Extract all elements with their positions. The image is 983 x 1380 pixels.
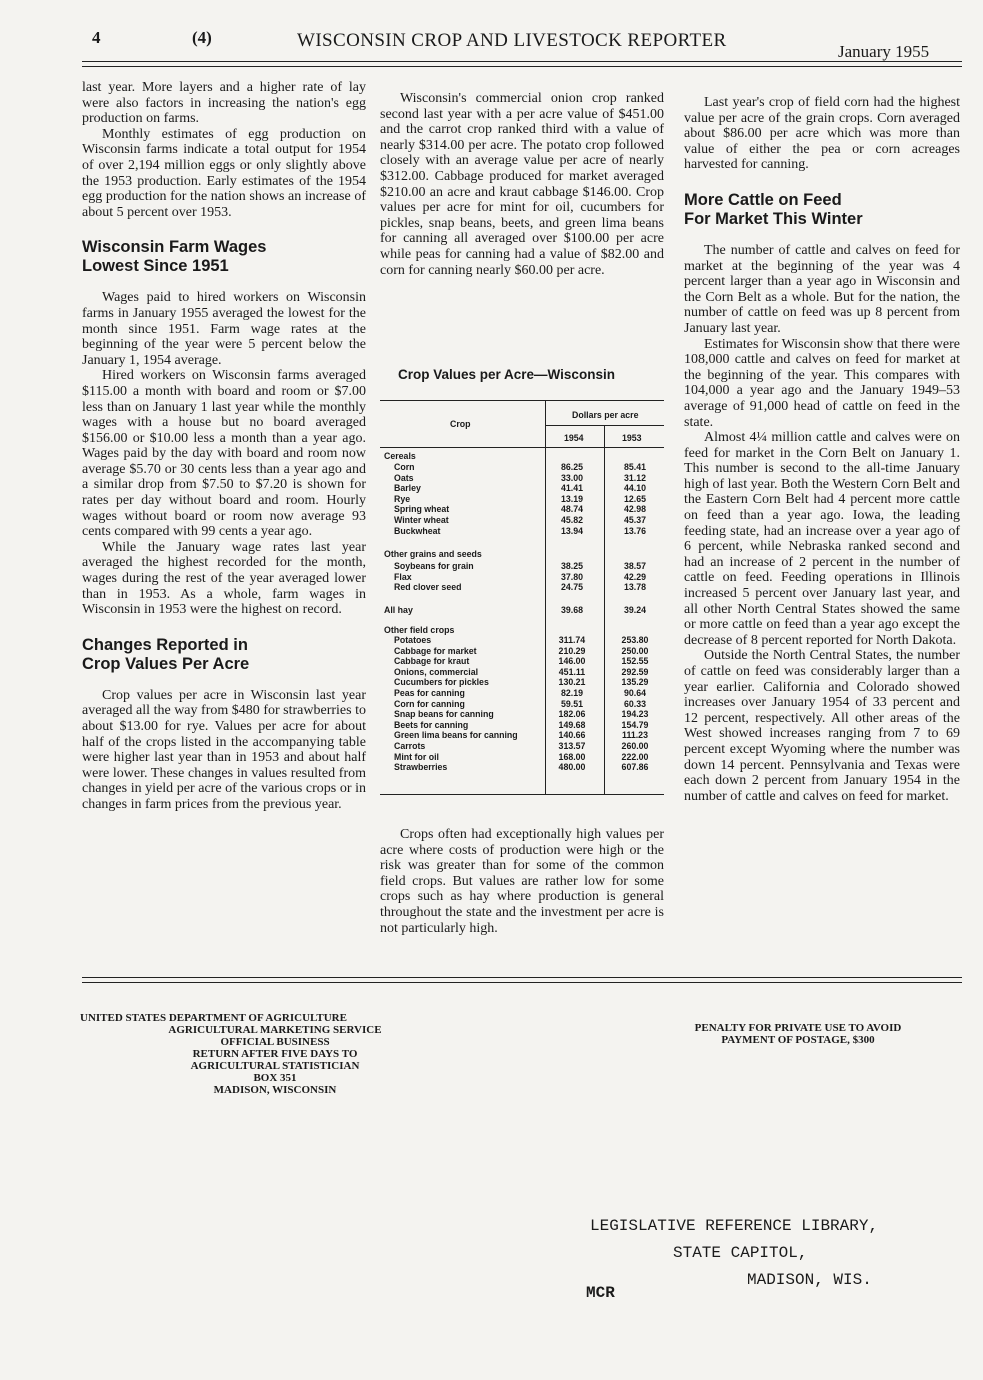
table-row [380,656,664,667]
value-1954: 13.94 [560,525,583,536]
return-address-line: OFFICIAL BUSINESS [220,1036,330,1048]
paragraph: Last year's crop of field corn had the highest value per acre of the grain crops. Corn averaged about $86.00 per acre which was more than value of either the pea or corn acreages harvested for canning. [684,95,960,173]
paragraph: Outside the North Central States, the number of cattle on feed was considerably larger than a year earlier. California and Colorado showed increases over January 1954 of 33 percent and 12 percent, respectively. All other areas of the West showed increases ranging from 7 to 69 percent except Wyoming where the number was down 14 percent. Pennsylvania and Texas were each down 2 percent from January 1954 in the number of cattle and calves on feed for market. [684,648,960,804]
paragraph: Crop values per acre in Wisconsin last year averaged all the way from $480 for strawberries to about $13.00 for rye. Values per acre for about half of the crops listed in the accompanying table were higher last year than in 1953 and about half were lower. These changes in values resulted from changes in yield per acre of the various crops or in changes in farm prices from the previous year. [82,687,366,812]
value-1954: 480.00 [558,762,586,773]
value-1954: 182.06 [558,709,586,720]
crop-name: Cabbage for market [394,645,477,656]
value-1953: 13.78 [623,582,646,593]
return-address-line: UNITED STATES DEPARTMENT OF AGRICULTURE [80,1012,347,1024]
column-header-crop: Crop [450,419,471,429]
table-row [380,667,664,678]
crop-name: Winter wheat [394,515,449,525]
value-1954: 13.19 [560,493,583,504]
value-1953: 13.76 [623,525,646,536]
table-row [380,561,664,572]
crop-name: Peas for canning [394,688,465,698]
crop-name: All hay [384,605,413,615]
value-1954: 38.25 [560,561,583,571]
table-divider [545,425,664,426]
heading-line: For Market This Winter [684,209,863,228]
value-1954: 39.68 [560,605,583,615]
value-1954: 48.74 [560,504,583,515]
address-line: STATE CAPITOL, [673,1244,808,1262]
page-number: 4 [92,28,101,47]
column-middle-top [380,91,664,278]
value-1954: 82.19 [560,688,583,698]
crop-name: Rye [394,493,411,504]
crop-name: Corn for canning [394,698,465,709]
value-1954: 168.00 [558,751,586,762]
value-1953: 135.29 [621,677,649,688]
value-1954: 210.29 [558,645,586,656]
return-address [80,1012,470,1096]
crop-name: Cucumbers for pickles [394,677,489,688]
paragraph: Monthly estimates of egg production on Wisconsin farms indicate a total output for 1954 of over 2,194 million eggs or only slightly above the 1953 production. Early estimates of the 1954 egg production for the nation shows an increase of about 5 percent over 1953. [82,126,366,220]
crop-name: Onions, commercial [394,666,479,677]
column-header-dollars: Dollars per acre [572,410,639,420]
column-header-1954: 1954 [564,433,584,443]
paragraph: Estimates for Wisconsin show that there were 108,000 cattle and calves on feed for market at the beginning of the year. This compares with 104,000 a year ago and the January 1949–53 average of 91,000 head of cattle on feed in the state. [684,336,960,430]
value-1954: 140.66 [558,730,586,741]
value-1954: 37.80 [560,571,583,582]
crop-name: Strawberries [394,762,448,773]
value-1954: 59.51 [560,698,583,709]
value-1953: 85.41 [623,462,646,472]
page-header [0,28,983,64]
column-left [82,80,366,813]
header-rule-bottom [82,66,962,67]
mailing-address [590,1213,930,1294]
postage-line: PAYMENT OF POSTAGE, $300 [721,1034,875,1046]
address-line: MADISON, WIS. [747,1271,872,1289]
paragraph: last year. More layers and a higher rate of lay were also factors in increasing the nation's egg production on farms. [82,80,366,127]
table-row [380,752,664,763]
crop-name: Beets for canning [394,719,469,730]
table-row [380,677,664,688]
column-right [684,95,960,804]
footer-rule-top [82,977,962,978]
footer-rule-bottom [82,982,962,983]
crop-name: Corn [394,462,415,472]
section-heading-crop-values [82,636,366,674]
value-1953: 111.23 [622,730,648,741]
table-row [380,494,664,505]
section-heading-wages [82,238,366,276]
paragraph: The number of cattle and calves on feed for market at the beginning of the year was 4 percent larger than a year ago in Wisconsin and the Corn Belt as a whole. But for the nation, the number of cattle on feed was up 8 percent from January last year. [684,242,960,336]
table-row [380,646,664,657]
paragraph: Hired workers on Wisconsin farms averaged $115.00 a month with board and room or $7.00 less than on January 1 last year while the monthly wages with a house but no board averaged $156.00 or $10.00 less a month than a year ago. Wages paid by the day with board and room now average $5.70 or 30 cents less than a year ago and a similar drop from $7.50 to $7.20 is shown for rates per day without board and room. Hourly wages without board or room now average 93 cents compared with 99 cents a year ago. [82,368,366,540]
paragraph: Wisconsin's commercial onion crop ranked second last year with a per acre value of $451.00 and the carrot crop ranked third with a value of nearly $314.00 per acre. The potato crop followed closely with an average value per acre of nearly $312.00. Cabbage produced for market averaged $210.00 an acre and kraut cabbage $146.00. Crop values per acre for mint for oil, cucumbers for pickles, snap beans, beets, and green lima beans for canning all averaged over $100.00 per acre while peas for canning had a value of $82.00 and corn for canning nearly $60.00 per acre. [380,91,664,278]
table-row [380,635,664,646]
value-1954: 24.75 [560,582,583,593]
table-row [380,582,664,593]
table-row [380,473,664,484]
value-1954: 41.41 [560,483,583,494]
return-address-line: AGRICULTURAL MARKETING SERVICE [168,1024,382,1036]
table-row [380,605,664,616]
value-1953: 42.98 [623,504,646,515]
crop-name: Green lima beans for canning [394,730,518,741]
table-row [380,515,664,526]
table-row [380,699,664,710]
return-address-line: RETURN AFTER FIVE DAYS TO [192,1048,358,1060]
postage-notice [642,1022,954,1046]
value-1954: 313.57 [558,741,586,751]
crop-name: Snap beans for canning [394,709,494,720]
table-row [380,462,664,473]
section-heading-cattle [684,191,960,229]
value-1954: 130.21 [558,677,586,688]
table-row [380,504,664,515]
value-1953: 31.12 [623,472,646,483]
category-cereals: Cereals [384,451,416,461]
crop-name: Buckwheat [394,525,441,536]
crop-name: Oats [394,472,414,483]
mail-code: MCR [586,1284,615,1302]
crop-values-table [380,400,664,795]
value-1953: 38.57 [623,561,646,571]
value-1954: 149.68 [558,719,586,730]
address-line: LEGISLATIVE REFERENCE LIBRARY, [590,1217,879,1235]
value-1953: 90.64 [623,688,646,698]
value-1953: 250.00 [621,645,649,656]
crop-name: Barley [394,483,421,494]
value-1954: 86.25 [560,462,583,472]
crop-name: Carrots [394,741,426,751]
paragraph: Wages paid to hired workers on Wisconsin farms in January 1955 averaged the lowest for the month since 1951. Farm wage rates at the beginning of the year were 5 percent below the January 1, 1954 average. [82,290,366,368]
crop-name: Potatoes [394,635,432,645]
crop-name: Soybeans for grain [394,561,474,571]
value-1953: 194.23 [621,709,649,720]
value-1953: 154.79 [621,719,649,730]
value-1953: 253.80 [621,635,649,645]
value-1953: 607.86 [621,762,649,773]
heading-line: More Cattle on Feed [684,190,842,209]
table-row [380,688,664,699]
table-row [380,762,664,773]
value-1954: 311.74 [558,635,586,645]
category-grains: Other grains and seeds [384,549,482,559]
table-row [380,526,664,537]
value-1953: 260.00 [621,741,649,751]
table-title: Crop Values per Acre—Wisconsin [398,367,615,382]
value-1953: 42.29 [623,571,646,582]
value-1953: 44.10 [623,483,646,494]
header-rule-top [82,61,962,62]
value-1953: 60.33 [623,698,646,709]
postage-line: PENALTY FOR PRIVATE USE TO AVOID [694,1022,902,1034]
paragraph: Almost 4¼ million cattle and calves were on feed for market in the Corn Belt on January 1. This number is second to the all-time January high of last year. Both the Western Corn Belt and the Eastern Corn Belt had 4 percent more cattle on feed than a year ago. Iowa, the leading feeding state, had an increase over a year ago of 6 percent, while Nebraska ranked second and had an increase of 2 percent in the number of cattle on feed. Feeding operations in Illinois increased 5 percent over January last year, and all other North Central States showed the same or more cattle on feed than a year ago except the decrease of 8 percent reported for North Dakota. [684,430,960,648]
return-address-line: MADISON, WISCONSIN [213,1084,337,1096]
table-row [380,709,664,720]
heading-line: Wisconsin Farm Wages [82,238,267,257]
issue-date: January 1955 [838,42,930,61]
crop-name: Spring wheat [394,504,450,515]
category-field-crops: Other field crops [384,625,455,635]
value-1953: 222.00 [621,751,649,762]
value-1954: 33.00 [560,472,583,483]
page-number-paren: (4) [192,28,212,47]
column-middle-bottom [380,827,664,936]
value-1954: 146.00 [558,656,586,667]
table-row [380,741,664,752]
value-1953: 292.59 [621,666,649,677]
value-1954: 451.11 [558,666,586,677]
table-row [380,572,664,583]
value-1953: 12.65 [623,493,646,504]
return-address-line: AGRICULTURAL STATISTICIAN [190,1060,360,1072]
value-1953: 45.37 [623,515,646,525]
value-1954: 45.82 [560,515,583,525]
table-divider [380,447,664,448]
publication-title: WISCONSIN CROP AND LIVESTOCK REPORTER [297,30,727,51]
heading-line: Lowest Since 1951 [82,257,229,276]
crop-name: Mint for oil [394,751,439,762]
table-row [380,730,664,741]
crop-name: Cabbage for kraut [394,656,470,667]
table-row [380,720,664,731]
return-address-line: BOX 351 [253,1072,297,1084]
paragraph: While the January wage rates last year averaged the highest recorded for the month, wages during the rest of the year averaged lower than in 1953. As a whole, farm wages in Wisconsin in 1953 were the highest on record. [82,539,366,618]
value-1953: 39.24 [623,605,646,615]
heading-line: Crop Values Per Acre [82,654,250,673]
table-row [380,483,664,494]
crop-name: Flax [394,571,412,582]
heading-line: Changes Reported in [82,635,248,654]
value-1953: 152.55 [621,656,649,667]
crop-name: Red clover seed [394,582,462,593]
column-header-1953: 1953 [622,433,642,443]
paragraph: Crops often had exceptionally high values per acre where costs of production were high or the risk was greater than for some of the common field crops. But values are rather low for some crops such as hay where production is general throughout the state and the investment per acre is not particularly high. [380,827,664,936]
